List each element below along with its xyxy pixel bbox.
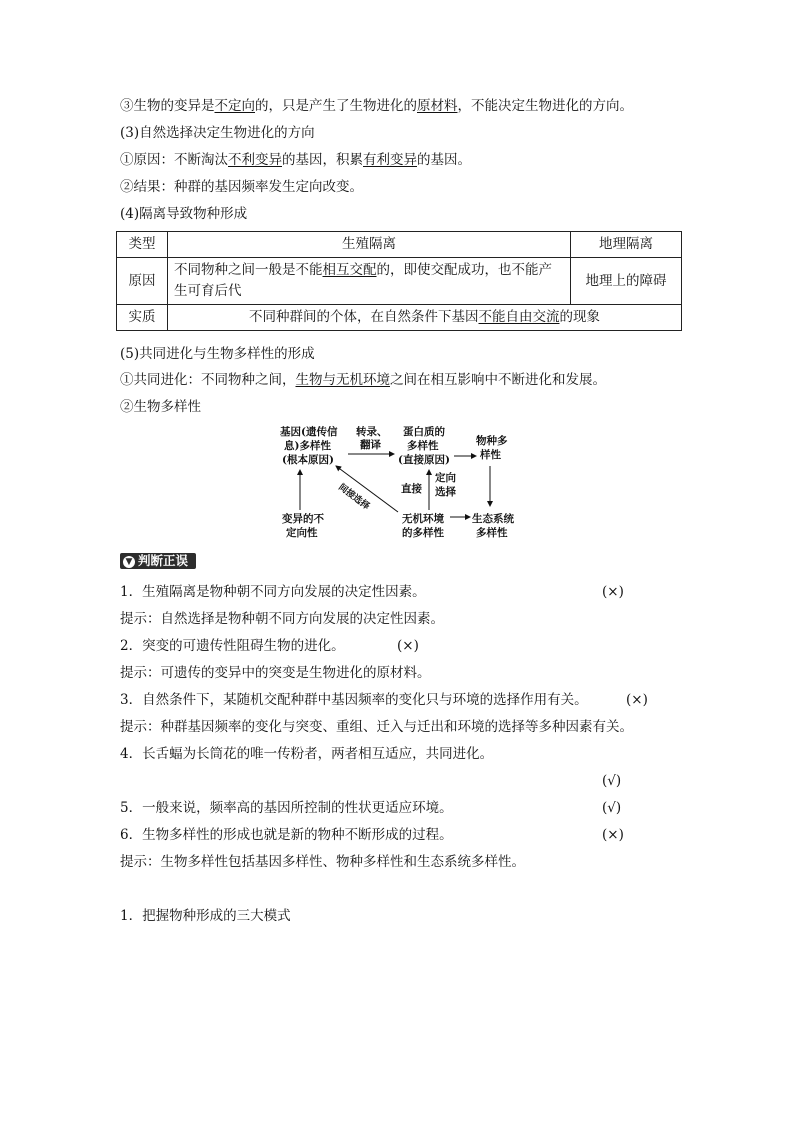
header-reproductive-isolation: 生殖隔离 bbox=[168, 232, 571, 258]
text: ③生物的变异是 bbox=[120, 98, 215, 114]
text: 的现象 bbox=[559, 309, 600, 325]
section-title-coevolution: (5)共同进化与生物多样性的形成 bbox=[120, 346, 315, 362]
underlined-term: 生物与无机环境 bbox=[295, 372, 390, 388]
text: 的，即使交配成功，也不能产生可育后代 bbox=[174, 262, 552, 299]
hint-6: 提示：生物多样性包括基因多样性、物种多样性和生态系统多样性。 bbox=[120, 854, 525, 870]
protein-diversity-label-1: 蛋白质的 bbox=[403, 426, 445, 438]
mutation-label-2: 定向性 bbox=[286, 527, 318, 539]
question-1: 1．生殖隔离是物种朝不同方向发展的决定性因素。 bbox=[120, 584, 426, 600]
underlined-term: 不定向 bbox=[214, 98, 255, 114]
table-row-cause bbox=[117, 258, 682, 305]
text: 的基因，积累 bbox=[282, 152, 363, 168]
question-3: 3．自然条件下，某随机交配种群中基因频率的变化只与环境的选择作用有关。 bbox=[120, 692, 588, 708]
directional-selection-label-1: 定向 bbox=[435, 472, 456, 484]
gene-diversity-label-3: (根本原因) bbox=[282, 454, 334, 466]
directional-selection-label-2: 选择 bbox=[435, 486, 456, 498]
mark-3: (×) bbox=[626, 692, 648, 708]
text: ①共同进化：不同物种之间， bbox=[120, 372, 296, 388]
text: 不同物种之间一般是不能 bbox=[174, 262, 323, 278]
ecosystem-diversity-label-1: 生态系统 bbox=[472, 513, 514, 525]
mutation-label-1: 变异的不 bbox=[282, 513, 324, 525]
footer-heading: 1．把握物种形成的三大模式 bbox=[120, 908, 291, 924]
biodiversity-diagram bbox=[270, 418, 540, 543]
section-title-isolation: (4)隔离导致物种形成 bbox=[120, 206, 248, 222]
paragraph-result: ②结果：种群的基因频率发生定向改变。 bbox=[120, 179, 363, 195]
isolation-table bbox=[116, 231, 682, 331]
env-diversity-label-2: 的多样性 bbox=[402, 527, 444, 539]
cell-repro-cause bbox=[168, 258, 571, 305]
chevron-down-icon: ▼ bbox=[123, 556, 135, 568]
cell-geo-cause: 地理上的障碍 bbox=[571, 258, 682, 305]
row-label-essence: 实质 bbox=[117, 305, 168, 331]
transcription-label-2: 翻译 bbox=[360, 439, 381, 451]
transcription-label-1: 转录、 bbox=[356, 426, 388, 438]
underlined-term: 不利变异 bbox=[228, 152, 282, 168]
direct-label: 直接 bbox=[401, 483, 422, 495]
hint-2: 提示：可遗传的变异中的突变是生物进化的原材料。 bbox=[120, 665, 431, 681]
badge-label: 判断正误 bbox=[138, 553, 189, 568]
indirect-selection-label: 间接选择 bbox=[336, 482, 371, 513]
question-5: 5．一般来说，频率高的基因所控制的性状更适应环境。 bbox=[120, 800, 453, 816]
question-4: 4．长舌蝠为长筒花的唯一传粉者，两者相互适应，共同进化。 bbox=[120, 746, 494, 762]
true-false-badge bbox=[120, 553, 196, 569]
text: 不同种群间的个体，在自然条件下基因 bbox=[249, 309, 479, 325]
gene-diversity-label-1: 基因(遗传信 bbox=[280, 426, 338, 438]
cell-essence bbox=[168, 305, 682, 331]
mark-1: (×) bbox=[602, 584, 624, 600]
paragraph-biodiversity: ②生物多样性 bbox=[120, 399, 201, 415]
text: ，不能决定生物进化的方向。 bbox=[457, 98, 633, 114]
question-6: 6．生物多样性的形成也就是新的物种不断形成的过程。 bbox=[120, 827, 453, 843]
underlined-term: 有利变异 bbox=[363, 152, 417, 168]
paragraph-variation bbox=[120, 96, 633, 116]
paragraph-cause bbox=[120, 150, 471, 170]
species-diversity-label-1: 物种多 bbox=[476, 435, 508, 447]
table-header-row bbox=[117, 232, 682, 258]
mark-4: (√) bbox=[602, 773, 622, 789]
section-title-natural-selection: (3)自然选择决定生物进化的方向 bbox=[120, 125, 315, 141]
question-2: 2．突变的可遗传性阻碍生物的进化。 bbox=[120, 638, 345, 654]
text: 之间在相互影响中不断进化和发展。 bbox=[390, 372, 606, 388]
hint-3: 提示：种群基因频率的变化与突变、重组、迁入与迁出和环境的选择等多种因素有关。 bbox=[120, 719, 633, 735]
mark-2: (×) bbox=[397, 638, 419, 654]
underlined-term: 相互交配 bbox=[322, 262, 377, 278]
protein-diversity-label-3: (直接原因) bbox=[398, 454, 450, 466]
protein-diversity-label-2: 多样性 bbox=[407, 440, 439, 452]
ecosystem-diversity-label-2: 多样性 bbox=[476, 527, 508, 539]
underlined-term: 原材料 bbox=[417, 98, 458, 114]
underlined-term: 不能自由交流 bbox=[478, 309, 560, 325]
mark-5: (√) bbox=[602, 800, 622, 816]
row-label-cause: 原因 bbox=[117, 258, 168, 305]
gene-diversity-label-2: 息)多样性 bbox=[284, 440, 331, 452]
header-geographic-isolation: 地理隔离 bbox=[571, 232, 682, 258]
mark-6: (×) bbox=[602, 827, 624, 843]
env-diversity-label-1: 无机环境 bbox=[402, 513, 444, 525]
text: ①原因：不断淘汰 bbox=[120, 152, 228, 168]
text: 的基因。 bbox=[417, 152, 471, 168]
species-diversity-label-2: 样性 bbox=[480, 449, 501, 461]
paragraph-coevolution bbox=[120, 370, 606, 390]
header-type: 类型 bbox=[117, 232, 168, 258]
hint-1: 提示：自然选择是物种朝不同方向发展的决定性因素。 bbox=[120, 611, 444, 627]
table-row-essence bbox=[117, 305, 682, 331]
text: 的，只是产生了生物进化的 bbox=[255, 98, 417, 114]
